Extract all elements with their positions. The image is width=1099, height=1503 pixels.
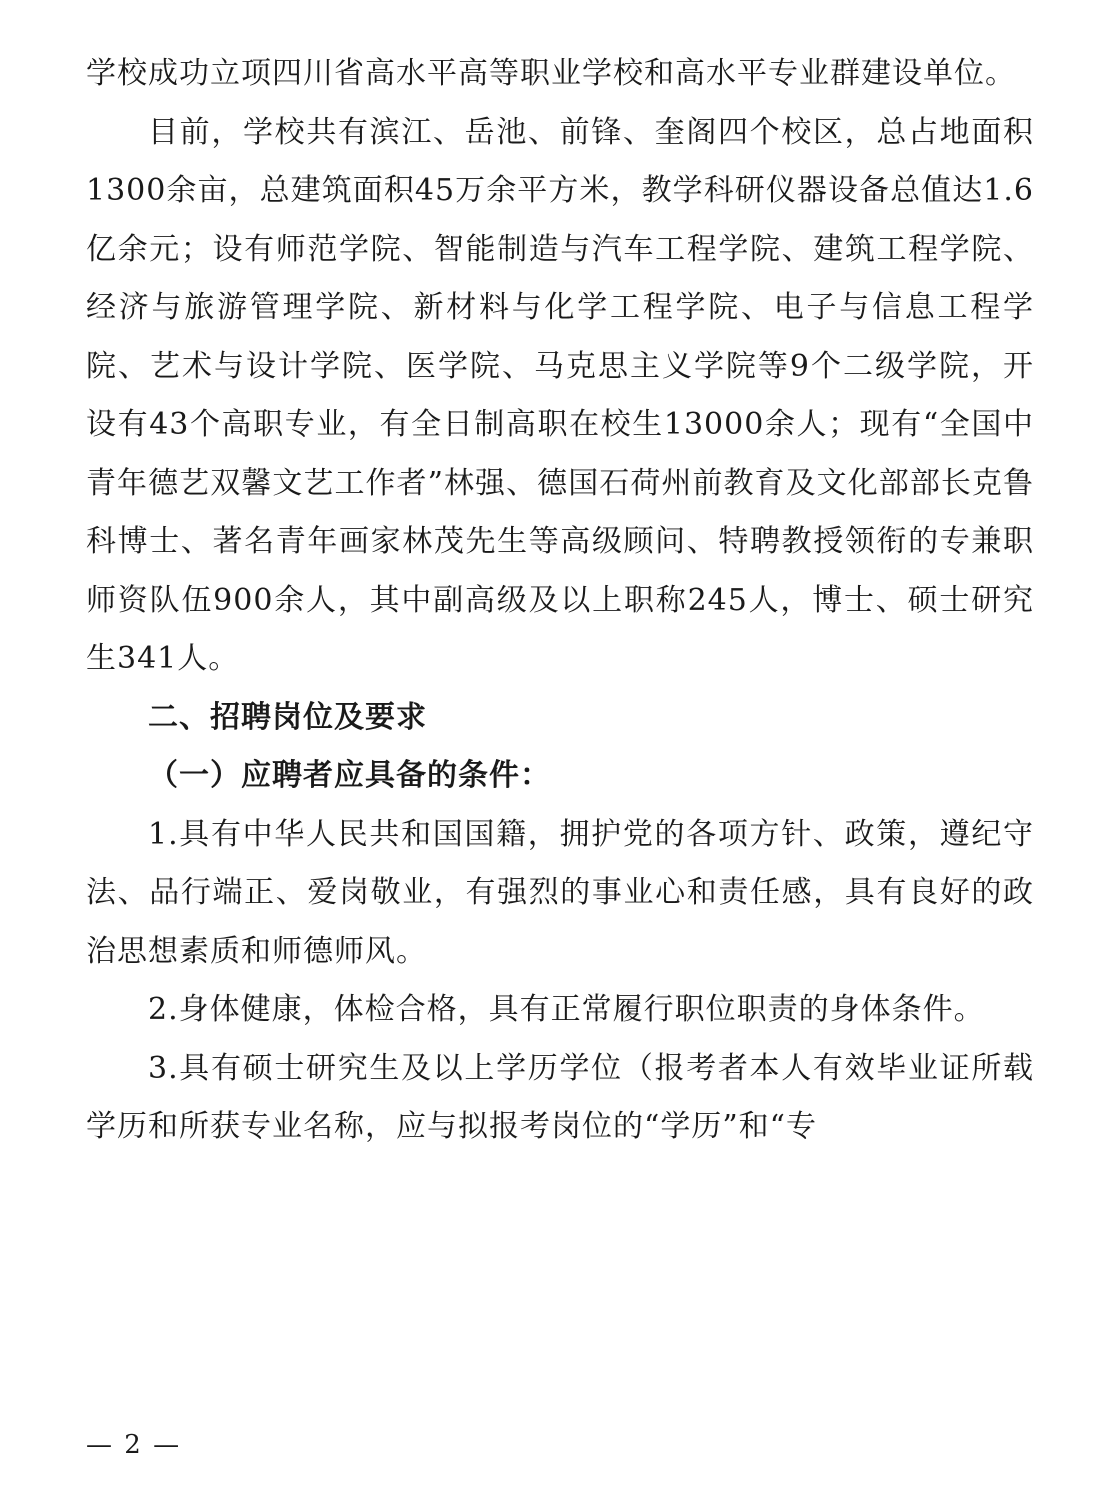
paragraph-continuation: 学校成功立项四川省高水平高等职业学校和高水平专业群建设单位。	[86, 56, 1016, 91]
paragraph-campus-overview: 目前，学校共有滨江、岳池、前锋、奎阁四个校区，总占地面积1300余亩，总建筑面积45万余平方米，教学科研仪器设备总值达1.6亿余元；设有师范学院、智能制造与汽车工程学院、建筑工程学院、经济与旅游管理学院、新材料与化学工程学院、电子与信息工程学院、艺术与设计学院、医学院、马克思主义学院等9个二级学院，开设有43个高职专业，有全日制高职在校生13000余人；现有“全国中青年德艺双馨文艺工作者”林强、德国石荷州前教育及文化部部长克鲁科博士、著名青年画家林茂先生等高级顾问、特聘教授领衔的专兼职师资队伍900余人，其中副高级及以上职称245人，博士、硕士研究生341人。	[86, 114, 1034, 676]
document-page	[86, 45, 1034, 1157]
requirement-item-1: 1.具有中华人民共和国国籍，拥护党的各项方针、政策，遵纪守法、品行端正、爱岗敬业，有强烈的事业心和责任感，具有良好的政治思想素质和师德师风。	[86, 816, 1034, 969]
section-heading-recruitment: 二、招聘岗位及要求	[148, 699, 427, 735]
requirement-item-3: 3.具有硕士研究生及以上学历学位（报考者本人有效毕业证所载学历和所获专业名称，应与拟报考岗位的“学历”和“专	[86, 1050, 1034, 1144]
requirement-item-2: 2.身体健康，体检合格，具有正常履行职位职责的身体条件。	[148, 992, 985, 1027]
page-number: — 2 —	[86, 1430, 182, 1460]
subsection-heading-conditions: （一）应聘者应具备的条件：	[148, 758, 551, 793]
